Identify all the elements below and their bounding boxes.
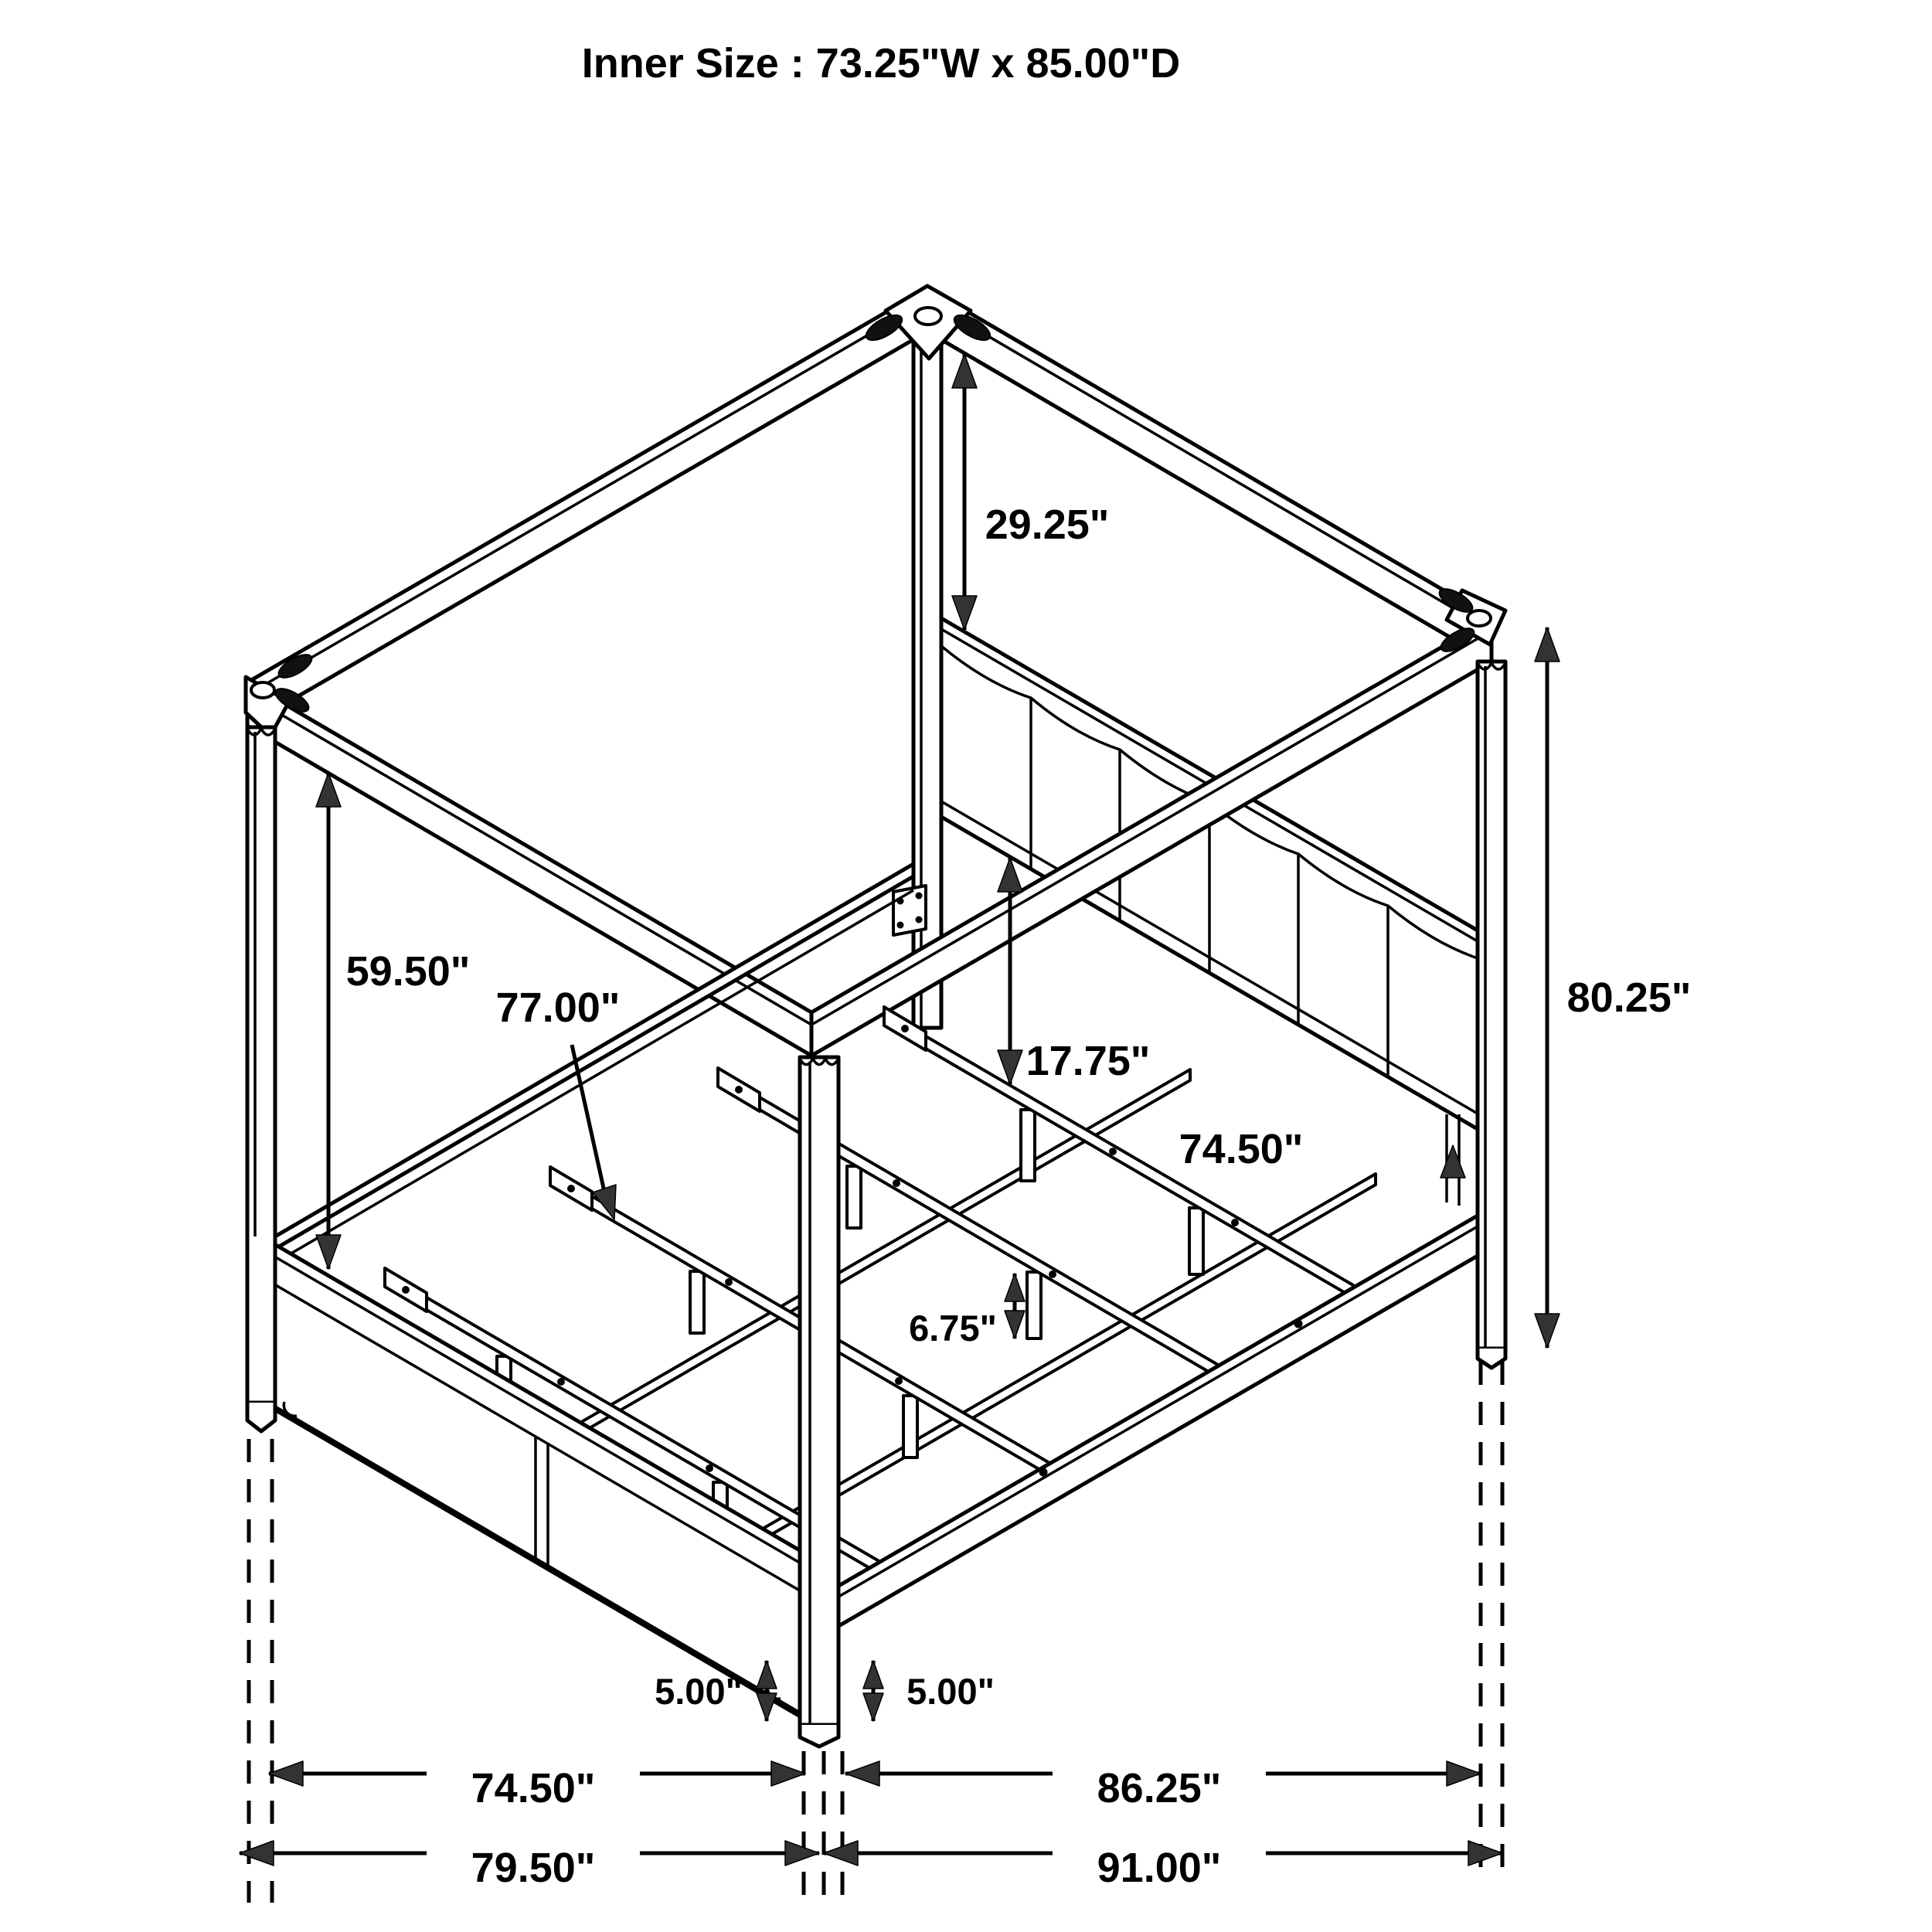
slat-screw bbox=[1231, 1219, 1239, 1226]
headboard-leg bbox=[1440, 1114, 1465, 1206]
canopy-rail-back-right bbox=[927, 288, 1492, 662]
dim-label: 91.00" bbox=[1097, 1845, 1222, 1891]
slat-screw bbox=[901, 1025, 909, 1032]
canopy-rail-back-left-edge bbox=[247, 301, 927, 695]
slat-screw bbox=[893, 1179, 900, 1187]
canopy-rail-back-right-edge bbox=[927, 301, 1492, 631]
dim-side-rail-length bbox=[1179, 1126, 1304, 1172]
slat-screw bbox=[706, 1464, 713, 1472]
slat-screw bbox=[1049, 1270, 1056, 1278]
bracket-screw bbox=[916, 893, 923, 900]
slat-screw bbox=[725, 1278, 733, 1286]
dim-slat-leg-height bbox=[909, 1274, 1025, 1349]
arrow-up-icon bbox=[1005, 1274, 1025, 1301]
headboard-leg-tip bbox=[1440, 1145, 1465, 1178]
arrow-down-icon bbox=[863, 1693, 883, 1721]
dim-label: 5.00" bbox=[906, 1671, 995, 1712]
dim-label: 79.50" bbox=[471, 1845, 596, 1891]
slat-screw bbox=[895, 1377, 903, 1385]
canopy-frame-back bbox=[247, 288, 1492, 726]
left-leg-foot bbox=[247, 1403, 275, 1431]
left-corner-bolt-hole bbox=[251, 682, 274, 698]
front-post-body bbox=[800, 1057, 838, 1725]
slat-peg bbox=[1189, 1208, 1203, 1274]
dim-overall-width bbox=[240, 1828, 819, 1891]
slat-screw bbox=[735, 1086, 743, 1094]
arrow-right-icon bbox=[1468, 1841, 1502, 1866]
side-rail-screw bbox=[1039, 1468, 1048, 1477]
dim-label: 5.00" bbox=[655, 1671, 743, 1712]
arrow-down-icon bbox=[1005, 1311, 1025, 1338]
side-rail-band bbox=[825, 1216, 1478, 1634]
arrow-down-icon bbox=[757, 1693, 777, 1721]
page-title: Inner Size : 73.25"W x 85.00"D bbox=[581, 40, 1181, 87]
dim-label: 59.50" bbox=[345, 948, 471, 995]
dim-label: 77.00" bbox=[495, 985, 621, 1031]
slat-peg bbox=[903, 1396, 917, 1458]
front-leg-foot bbox=[800, 1725, 838, 1747]
slat-peg bbox=[1027, 1272, 1041, 1338]
side-rail bbox=[825, 1216, 1478, 1634]
arrow-right-icon bbox=[1447, 1761, 1481, 1786]
arrow-up-icon bbox=[863, 1661, 883, 1689]
dim-overall-depth bbox=[824, 1828, 1502, 1891]
arrow-down-icon bbox=[1535, 1314, 1560, 1348]
dim-label: 17.75" bbox=[1026, 1038, 1151, 1084]
arrow-left-icon bbox=[845, 1761, 879, 1786]
slat-peg bbox=[690, 1271, 704, 1333]
dim-depth-between-legs bbox=[845, 1748, 1481, 1811]
back-corner-bolt-hole bbox=[915, 308, 941, 325]
dim-label: 74.50" bbox=[1179, 1126, 1304, 1172]
dim-label: 29.25" bbox=[985, 502, 1110, 548]
dim-label: 80.25" bbox=[1566, 975, 1692, 1021]
arrow-down-icon bbox=[316, 1235, 341, 1269]
right-corner-bolt-hole bbox=[1468, 611, 1491, 626]
side-rail-screw bbox=[1294, 1320, 1303, 1328]
slat-screw bbox=[402, 1286, 410, 1294]
slat-screw bbox=[557, 1378, 565, 1386]
slat-screw bbox=[567, 1185, 575, 1192]
left-post bbox=[247, 727, 275, 1431]
dim-side-leg-height bbox=[863, 1661, 995, 1721]
dim-width-between-legs bbox=[269, 1748, 805, 1811]
bracket-screw bbox=[897, 922, 904, 929]
canopy-rail-back-left bbox=[247, 288, 927, 726]
dim-label: 86.25" bbox=[1097, 1765, 1222, 1811]
front-post bbox=[800, 1057, 838, 1747]
slat-peg bbox=[847, 1166, 861, 1228]
arrow-left-icon bbox=[269, 1761, 303, 1786]
dim-overall-height bbox=[1535, 628, 1691, 1348]
arrow-up-icon bbox=[1535, 628, 1560, 662]
left-post-body bbox=[247, 727, 275, 1403]
side-rail-top-edge bbox=[825, 1226, 1478, 1604]
right-post-body bbox=[1478, 662, 1505, 1349]
arrow-left-icon bbox=[240, 1841, 274, 1866]
slat-screw bbox=[1109, 1148, 1117, 1155]
arrow-right-icon bbox=[771, 1761, 805, 1786]
slat-peg bbox=[1021, 1110, 1035, 1181]
dim-label: 6.75" bbox=[909, 1308, 997, 1349]
bracket-screw bbox=[916, 917, 923, 923]
dim-label: 74.50" bbox=[471, 1765, 596, 1811]
